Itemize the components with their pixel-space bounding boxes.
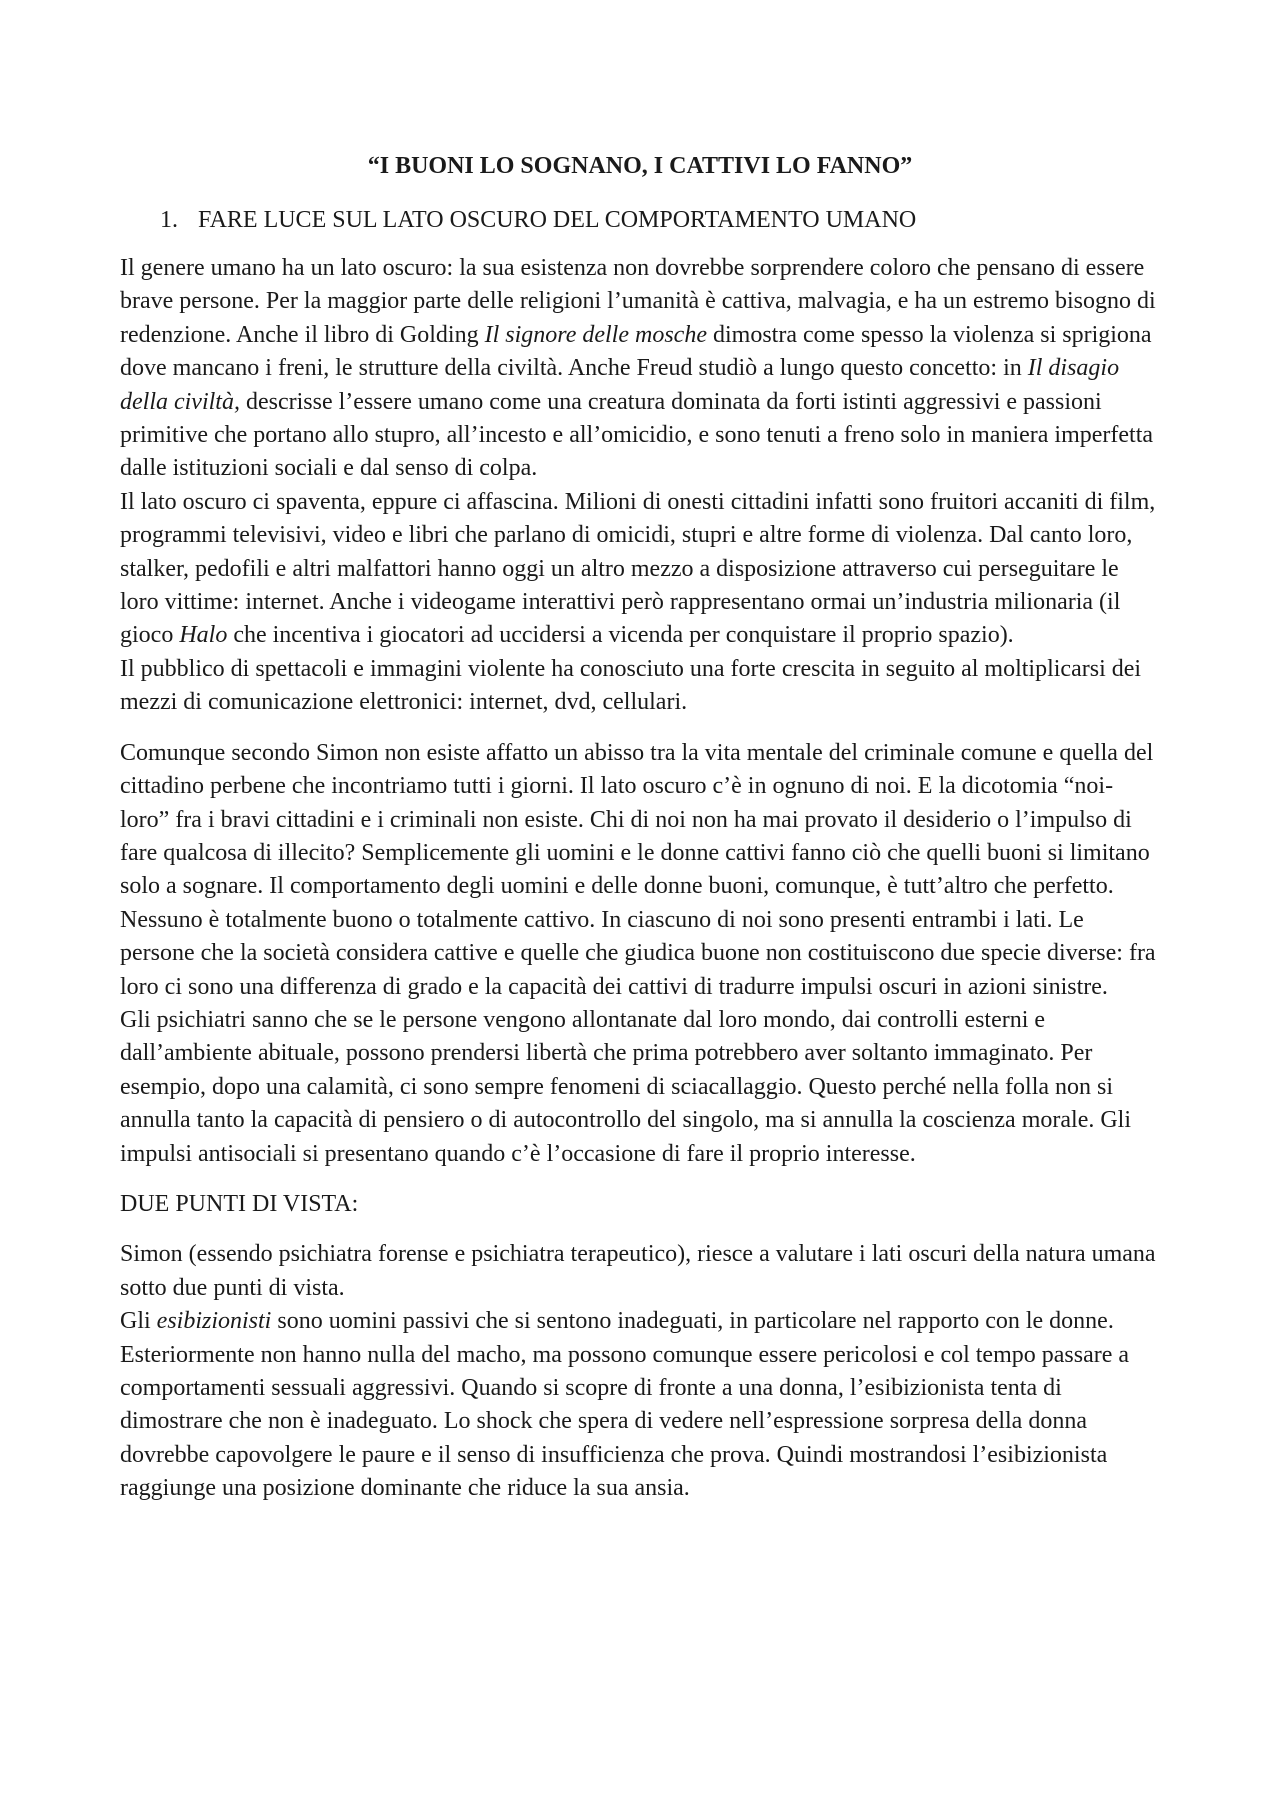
section-heading-text: FARE LUCE SUL LATO OSCURO DEL COMPORTAMENTO UMANO [198,207,917,233]
paragraph-1-text-c: descrisse l’essere umano come una creatura dominata da forti istinti aggressivi e passioni primitive che portano allo stupro, all’incesto e all’omicidio, e sono tenuti a freno solo in maniera imperfetta dalle istituzioni sociali e dal senso di colpa. [120,388,1154,482]
paragraph-1 [120,252,1160,486]
game-title-halo: Halo [179,622,228,649]
paragraph-5: Gli psichiatri sanno che se le persone vengono allontanate dal loro mondo, dai controlli esterni e dall’ambiente abituale, possono prendersi libertà che prima potrebbero aver soltanto immaginato. Per esempio, dopo una calamità, ci sono sempre fenomeni di sciacallaggio. Questo perché nella folla non si annulla tanto la capacità di pensiero o di autocontrollo del singolo, ma si annulla la coscienza morale. Gli impulsi antisociali si presentano quando c’è l’occasione di fare il proprio interesse. [120,1006,1132,1167]
paragraph-2-text-b: che incentiva i giocatori ad uccidersi a vicenda per conquistare il proprio spazio). [227,622,1014,649]
section-heading [160,204,916,237]
paragraph-2-text-a: Il lato oscuro ci spaventa, eppure ci affascina. Milioni di onesti cittadini infatti sono fruitori accaniti di film, programmi televisivi, video e libri che parlano di omicidi, stupri e altre forme di violenza. Dal canto loro, stalker, pedofili e altri malfattori hanno oggi un altro mezzo a disposizione attraverso cui perseguitare le loro vittime: internet. Anche i videogame interattivi però rappresentano ormai un’industria milionaria (il gioco [120,488,1156,649]
book-title-disagio-della-civilta: Il disagio della civiltà, [120,355,1120,415]
paragraph-7 [120,1305,1160,1505]
document-title: “I BUONI LO SOGNANO, I CATTIVI LO FANNO” [367,153,913,179]
section-number: 1. [160,207,178,233]
paragraph-6: Simon (essendo psichiatra forense e psichiatra terapeutico), riesce a valutare i lati oscuri della natura umana sotto due punti di vista. [120,1241,1156,1301]
document-body [120,252,1160,1506]
subheading-due-punti-di-vista: DUE PUNTI DI VISTA: [120,1190,359,1217]
paragraph-1-text-a: Il genere umano ha un lato oscuro: la sua esistenza non dovrebbe sorprendere coloro che pensano di essere brave persone. Per la maggior parte delle religioni l’umanità è cattiva, malvagia, e ha un estremo bisogno di redenzione. Anche il libro di Golding [120,255,1156,348]
paragraph-2 [120,486,1160,653]
paragraph-4: Comunque secondo Simon non esiste affatto un abisso tra la vita mentale del criminale comune e quella del cittadino perbene che incontriamo tutti i giorni. Il lato oscuro c’è in ognuno di noi. E la dicotomia “noi-loro” fra i bravi cittadini e i criminali non esiste. Chi di noi non ha mai provato il desiderio o l’impulso di fare qualcosa di illecito? Semplicemente gli uomini e le donne cattivi fanno ciò che quelli buoni si limitano solo a sognare. Il comportamento degli uomini e delle donne buoni, comunque, è tutt’altro che perfetto. Nessuno è totalmente buono o totalmente cattivo. In ciascuno di noi sono presenti entrambi i lati. Le persone che la società considera cattive e quelle che giudica buone non costituiscono due specie diverse: fra loro ci sono una differenza di grado e la capacità dei cattivi di tradurre impulsi oscuri in azioni sinistre. [120,739,1156,1000]
term-esibizionisti: esibizionisti [156,1308,272,1335]
paragraph-7-text-b: sono uomini passivi che si sentono inadeguati, in particolare nel rapporto con le donne. Esteriormente non hanno nulla del macho, ma possono comunque essere pericolosi e col tempo passare a comportamenti sessuali aggressivi. Quando si scopre di fronte a una donna, l’esibizionista tenta di dimostrare che non è inadeguato. Lo shock che spera di vedere nell’espressione sorpresa della donna dovrebbe capovolgere le paure e il senso di insufficienza che prova. Quindi mostrandosi l’esibizionista raggiunge una posizione dominante che riduce la sua ansia. [120,1308,1130,1502]
paragraph-1-text-b: dimostra come spesso la violenza si sprigiona dove mancano i freni, le strutture della civiltà. Anche Freud studiò a lungo questo concetto: in [120,321,1152,382]
paragraph-3: Il pubblico di spettacoli e immagini violente ha conosciuto una forte crescita in seguito al moltiplicarsi dei mezzi di comunicazione elettronici: internet, dvd, cellulari. [120,655,1142,716]
book-title-signore-delle-mosche: Il signore delle mosche [484,321,707,348]
paragraph-7-text-a: Gli [120,1308,157,1335]
